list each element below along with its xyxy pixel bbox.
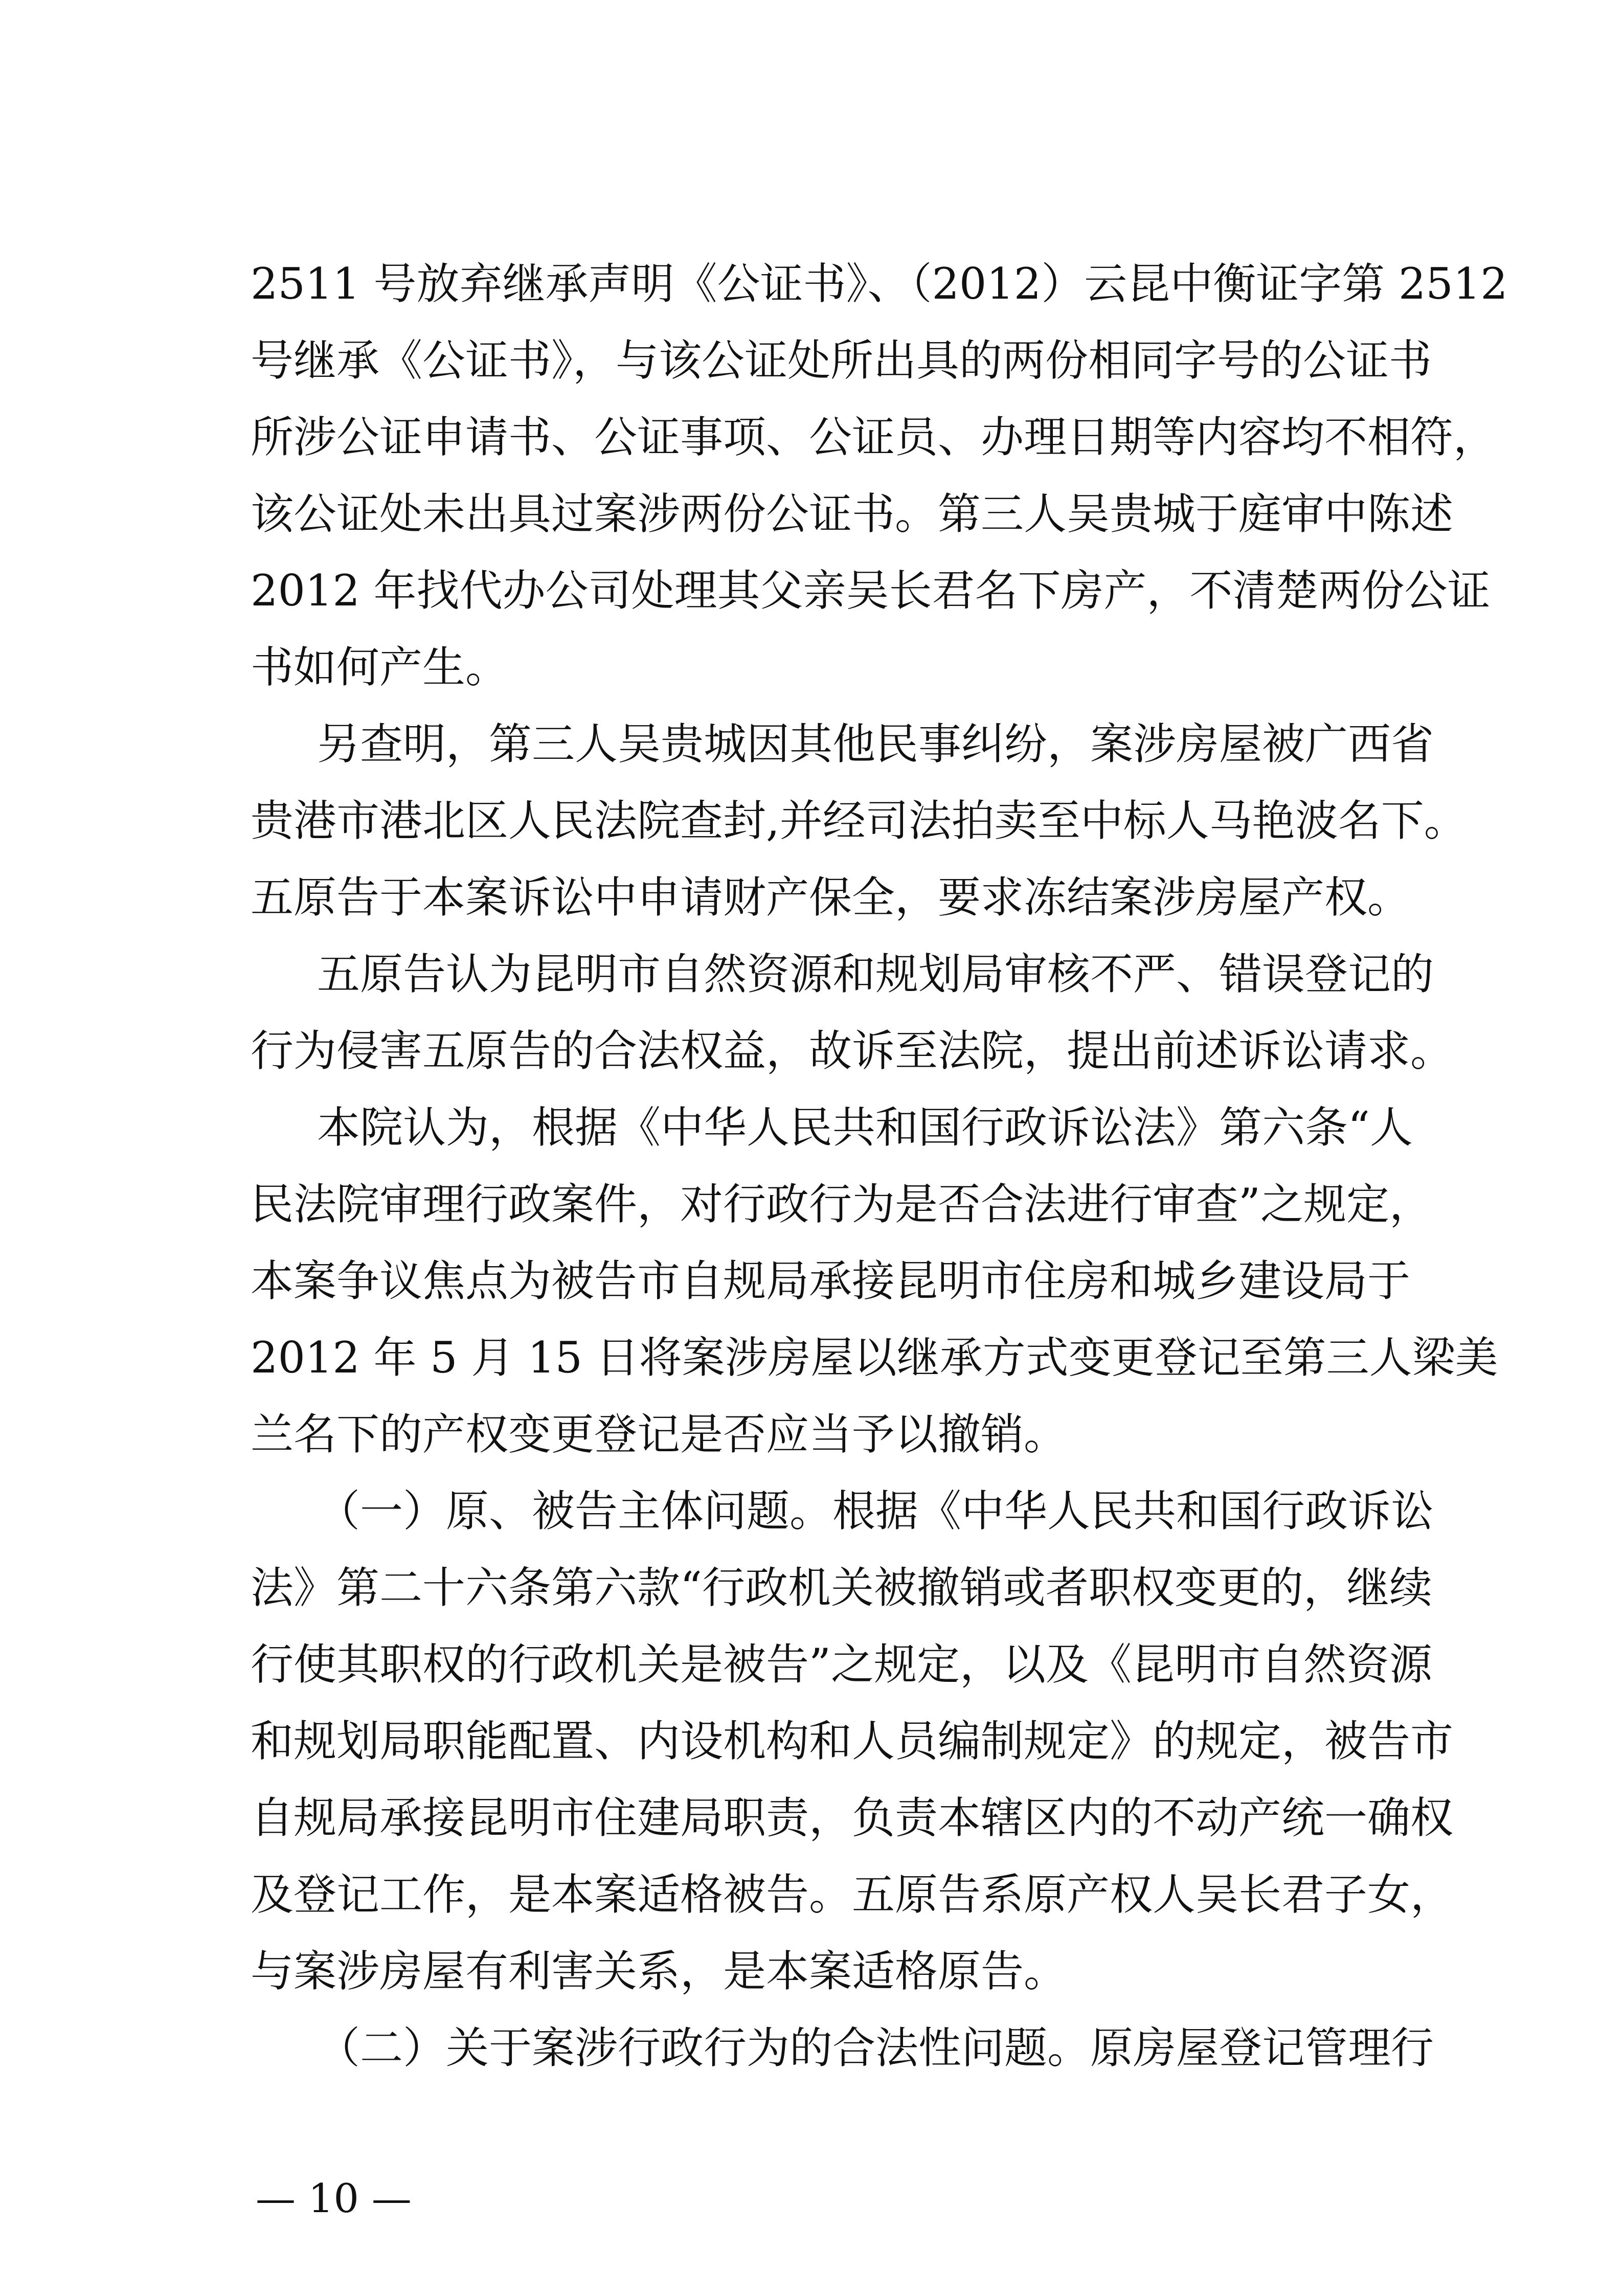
text-line: 法》第二十六条第六款“行政机关被撤销或者职权变更的，继续 [251, 1563, 1432, 1613]
paragraph-first-line: 本院认为，根据《中华人民共和国行政诉讼法》第六条“人 [317, 1102, 1413, 1153]
paragraph-first-line: （一）原、被告主体问题。根据《中华人民共和国行政诉讼 [317, 1486, 1434, 1536]
paragraph-first-line: 另查明，第三人吴贵城因其他民事纠纷，案涉房屋被广西省 [317, 719, 1434, 769]
page-number: — 10 — [256, 2176, 412, 2222]
text-line: 所涉公证申请书、公证事项、公证员、办理日期等内容均不相符， [251, 412, 1497, 462]
text-line: 兰名下的产权变更登记是否应当予以撤销。 [251, 1409, 1067, 1459]
text-line: 自规局承接昆明市住建局职责，负责本辖区内的不动产统一确权 [251, 1793, 1454, 1843]
paragraph-first-line: （二）关于案涉行政行为的合法性问题。原房屋登记管理行 [317, 2023, 1434, 2073]
text-line: 五原告于本案诉讼中申请财产保全，要求冻结案涉房屋产权。 [251, 872, 1411, 922]
text-line: 贵港市港北区人民法院查封,并经司法拍卖至中标人马艳波名下。 [251, 796, 1467, 846]
paragraph-first-line: 五原告认为昆明市自然资源和规划局审核不严、错误登记的 [317, 949, 1434, 999]
text-line: 2012 年 5 月 15 日将案涉房屋以继承方式变更登记至第三人梁美 [251, 1333, 1498, 1383]
text-line: 行使其职权的行政机关是被告”之规定，以及《昆明市自然资源 [251, 1639, 1432, 1690]
text-line: 及登记工作，是本案适格被告。五原告系原产权人吴长君子女， [251, 1870, 1454, 1920]
text-line: 行为侵害五原告的合法权益，故诉至法院，提出前述诉讼请求。 [251, 1026, 1454, 1076]
text-line: 2012 年找代办公司处理其父亲吴长君名下房产，不清楚两份公证 [251, 566, 1491, 616]
text-line: 号继承《公证书》，与该公证处所出具的两份相同字号的公证书 [251, 335, 1432, 386]
text-line: 书如何产生。 [251, 642, 509, 692]
text-line: 该公证处未出具过案涉两份公证书。第三人吴贵城于庭审中陈述 [251, 489, 1454, 539]
text-line: 民法院审理行政案件，对行政行为是否合法进行审查”之规定， [251, 1179, 1432, 1229]
text-line: 本案争议焦点为被告市自规局承接昆明市住房和城乡建设局于 [251, 1256, 1411, 1306]
text-line: 和规划局职能配置、内设机构和人员编制规定》的规定，被告市 [251, 1716, 1454, 1766]
text-line: 2511 号放弃继承声明《公证书》、（2012）云昆中衡证字第 2512 [251, 259, 1508, 309]
text-line: 与案涉房屋有利害关系，是本案适格原告。 [251, 1946, 1067, 1996]
